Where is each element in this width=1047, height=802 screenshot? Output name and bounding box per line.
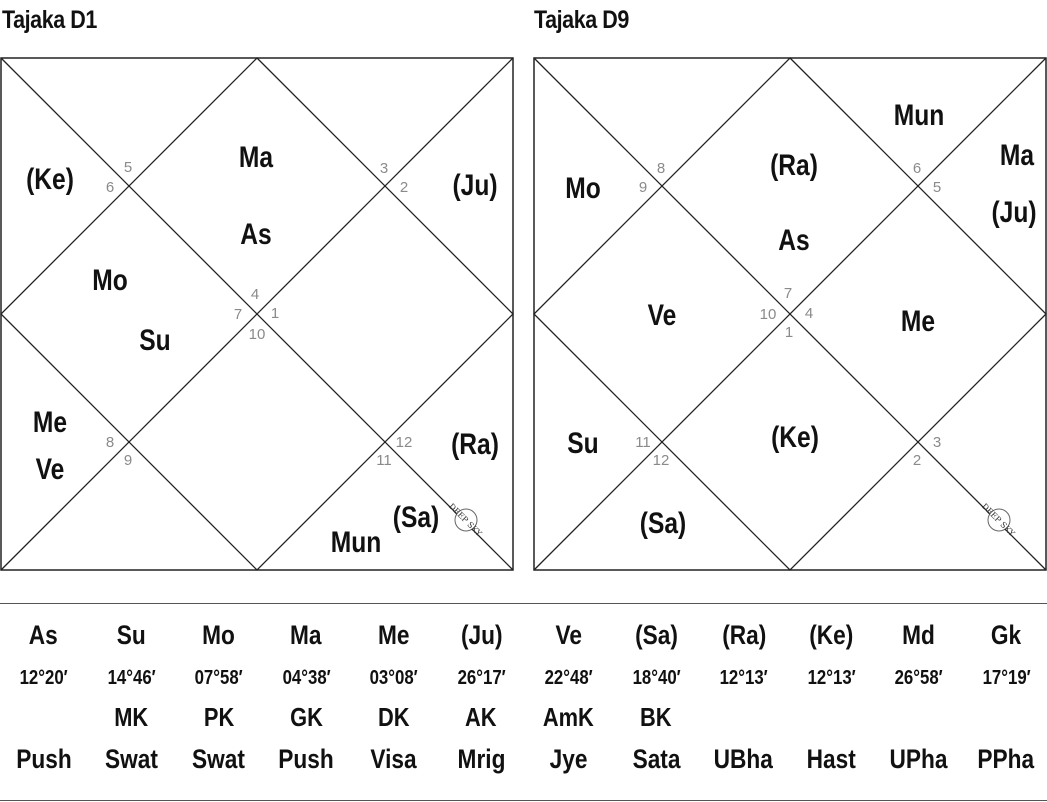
planet-label: Ve	[35, 451, 65, 486]
planet-label: (Ra)	[770, 147, 818, 182]
house-number: 11	[376, 452, 392, 469]
planet-name-cell	[963, 620, 1047, 651]
nakshatra-text: Swat	[104, 744, 158, 774]
planet-degree-cell	[0, 667, 87, 690]
planet-degree-text: 17°19′	[982, 667, 1031, 689]
planet-name-text: (Ju)	[460, 620, 503, 650]
planet-label: (Sa)	[639, 505, 687, 540]
planet-degree-cell	[438, 667, 525, 690]
karaka-text: AmK	[543, 702, 595, 732]
house-number: 7	[233, 306, 243, 323]
planet-label: Me	[32, 404, 68, 439]
house-number: 2	[912, 452, 922, 469]
house-number: 1	[270, 305, 280, 322]
nakshatra-text: UPha	[889, 744, 948, 774]
house-number: 3	[932, 434, 942, 451]
planet-label: (Ke)	[26, 161, 74, 196]
planet-degree-cell	[613, 667, 700, 690]
karaka-cell	[700, 702, 787, 733]
nakshatra-cell	[88, 744, 175, 775]
nakshatra-text: UBha	[714, 744, 774, 774]
planet-name-text: Me	[377, 620, 410, 650]
karaka-cell	[88, 702, 175, 733]
nakshatra-text: Visa	[370, 744, 417, 774]
planet-degree-cell	[175, 667, 262, 690]
planet-label: Mun	[330, 524, 382, 559]
planet-name-cell	[88, 620, 175, 651]
house-number: 8	[105, 434, 115, 451]
karaka-text: MK	[114, 702, 149, 732]
nakshatra-cell	[0, 744, 87, 775]
planet-name-cell	[263, 620, 350, 651]
planet-label: Su	[139, 322, 171, 357]
planet-degree-cell	[525, 667, 612, 690]
planet-name-cell	[875, 620, 962, 651]
nakshatra-cell	[175, 744, 262, 775]
house-number: 4	[250, 286, 260, 303]
planet-degree-row	[0, 667, 1047, 707]
planet-label: (Ra)	[451, 426, 499, 461]
planet-label: Ma	[238, 139, 274, 174]
house-number: 8	[656, 160, 666, 177]
watermark-text: DEEP SKY	[979, 501, 1017, 539]
planet-name-text: Gk	[991, 620, 1022, 650]
karaka-cell	[350, 702, 437, 733]
house-number: 10	[248, 326, 266, 343]
karaka-cell	[963, 702, 1047, 733]
nakshatra-text: Push	[278, 744, 334, 774]
planet-name-text: Ve	[555, 620, 582, 650]
planet-name-cell	[0, 620, 87, 651]
house-number: 11	[635, 434, 651, 451]
nakshatra-text: Push	[16, 744, 72, 774]
planet-name-text: Md	[902, 620, 936, 650]
planet-name-cell	[788, 620, 875, 651]
nakshatra-text: Sata	[632, 744, 681, 774]
planet-degree-text: 07°58′	[194, 667, 243, 689]
planet-degree-text: 04°38′	[282, 667, 331, 689]
karaka-cell	[525, 702, 612, 733]
planet-degree-cell	[263, 667, 350, 690]
house-number: 2	[399, 179, 409, 196]
tajaka-d9-chart	[533, 57, 1047, 571]
planet-label: (Sa)	[392, 499, 440, 534]
planet-label: (Ke)	[771, 419, 819, 454]
planet-degree-cell	[700, 667, 787, 690]
nakshatra-text: Mrig	[457, 744, 506, 774]
planet-label: (Ju)	[991, 194, 1037, 229]
planet-label: Me	[900, 303, 936, 338]
chart-title-d1: Tajaka D1	[2, 6, 97, 34]
planet-name-text: Su	[116, 620, 146, 650]
planet-degree-text: 12°13′	[719, 667, 768, 689]
house-number: 3	[379, 160, 389, 177]
planet-degree-text: 26°17′	[457, 667, 506, 689]
karaka-row	[0, 702, 1047, 742]
nakshatra-text: Swat	[192, 744, 246, 774]
house-number: 6	[912, 160, 922, 177]
planet-degree-cell	[350, 667, 437, 690]
planet-degree-cell	[88, 667, 175, 690]
planet-label: (Ju)	[452, 167, 498, 202]
planet-name-text: Ma	[290, 620, 322, 650]
house-number: 6	[105, 179, 115, 196]
planet-degree-text: 14°46′	[107, 667, 156, 689]
nakshatra-cell	[875, 744, 962, 775]
planet-degree-text: 22°48′	[544, 667, 593, 689]
karaka-cell	[613, 702, 700, 733]
planet-degree-text: 12°20′	[19, 667, 68, 689]
planet-label: Ve	[647, 297, 677, 332]
table-top-divider	[0, 603, 1047, 604]
house-number: 5	[123, 159, 133, 176]
house-number: 10	[759, 306, 777, 323]
planet-name-cell	[700, 620, 787, 651]
nakshatra-text: Jye	[549, 744, 588, 774]
planet-name-cell	[438, 620, 525, 651]
planet-degree-cell	[788, 667, 875, 690]
planet-label: Ma	[999, 137, 1035, 172]
tajaka-d1-chart	[0, 57, 514, 571]
karaka-text: PK	[203, 702, 234, 732]
karaka-cell	[175, 702, 262, 733]
planet-label: As	[240, 216, 272, 251]
planet-label: Mun	[893, 97, 945, 132]
planet-name-text: (Sa)	[634, 620, 678, 650]
house-number: 9	[638, 179, 648, 196]
planet-label: As	[778, 222, 810, 257]
karaka-cell	[438, 702, 525, 733]
nakshatra-cell	[438, 744, 525, 775]
planet-degree-text: 26°58′	[894, 667, 943, 689]
nakshatra-text: Hast	[806, 744, 856, 774]
house-number: 1	[784, 324, 794, 341]
planet-label: Mo	[92, 262, 128, 297]
nakshatra-cell	[700, 744, 787, 775]
planet-degree-text: 12°13′	[807, 667, 856, 689]
nakshatra-cell	[350, 744, 437, 775]
karaka-cell	[0, 702, 87, 733]
planet-degree-text: 03°08′	[369, 667, 418, 689]
planet-name-text: (Ke)	[809, 620, 854, 650]
planet-label: Su	[567, 425, 599, 460]
planet-degree-cell	[875, 667, 962, 690]
planet-name-row	[0, 620, 1047, 660]
house-number: 4	[804, 305, 814, 322]
planet-name-text: (Ra)	[721, 620, 766, 650]
planet-name-cell	[175, 620, 262, 651]
planet-name-text: Mo	[202, 620, 236, 650]
planet-name-cell	[350, 620, 437, 651]
karaka-text: BK	[640, 702, 673, 732]
house-number: 5	[932, 179, 942, 196]
deep-sky-watermark	[443, 497, 489, 543]
nakshatra-cell	[613, 744, 700, 775]
karaka-cell	[263, 702, 350, 733]
planet-name-cell	[525, 620, 612, 651]
watermark-text: DEEP SKY	[446, 501, 484, 539]
planet-degree-text: 18°40′	[632, 667, 681, 689]
planet-name-text: As	[29, 620, 59, 650]
karaka-text: GK	[289, 702, 323, 732]
house-number: 12	[652, 452, 670, 469]
nakshatra-cell	[263, 744, 350, 775]
karaka-text: AK	[465, 702, 498, 732]
chart-title-d9: Tajaka D9	[534, 6, 629, 34]
nakshatra-cell	[963, 744, 1047, 775]
nakshatra-row	[0, 744, 1047, 784]
deep-sky-watermark	[976, 497, 1022, 543]
planet-degree-cell	[963, 667, 1047, 690]
nakshatra-cell	[525, 744, 612, 775]
karaka-cell	[875, 702, 962, 733]
planet-name-cell	[613, 620, 700, 651]
nakshatra-cell	[788, 744, 875, 775]
karaka-cell	[788, 702, 875, 733]
karaka-text: DK	[377, 702, 410, 732]
house-number: 9	[123, 452, 133, 469]
house-number: 12	[395, 434, 413, 451]
house-number: 7	[783, 285, 793, 302]
table-bottom-divider	[0, 800, 1047, 801]
planet-label: Mo	[565, 170, 601, 205]
nakshatra-text: PPha	[977, 744, 1035, 774]
